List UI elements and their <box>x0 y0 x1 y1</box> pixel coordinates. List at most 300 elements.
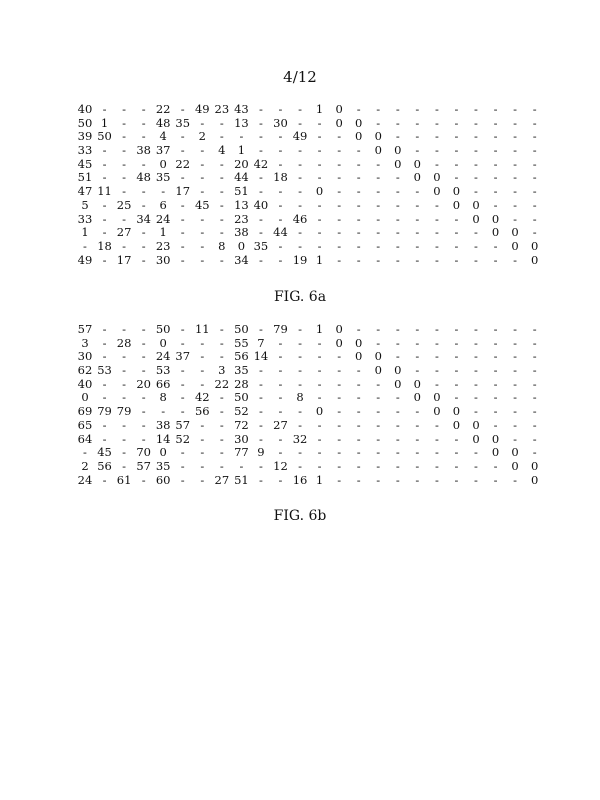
matrix-cell: 50 <box>234 322 249 336</box>
matrix-cell: - <box>513 431 518 446</box>
matrix-cell: - <box>180 225 185 240</box>
matrix-cell: - <box>513 335 518 350</box>
matrix-cell: - <box>454 349 459 364</box>
matrix-cell: 39 <box>77 129 93 144</box>
matrix-cell: 27 <box>116 225 132 240</box>
matrix-cell: 24 <box>155 211 171 226</box>
matrix-cell: - <box>493 102 498 116</box>
matrix-cell: - <box>141 129 146 144</box>
matrix-cell: - <box>317 170 322 185</box>
matrix-cell: - <box>141 156 146 171</box>
matrix-cell: 0 <box>472 211 480 226</box>
matrix-cell: - <box>122 238 127 253</box>
matrix-cell: 14 <box>155 431 171 446</box>
matrix-cell: - <box>532 322 537 336</box>
matrix-cell: - <box>200 156 205 171</box>
matrix-cell: - <box>102 417 107 432</box>
matrix-cell: - <box>532 156 537 171</box>
matrix-cell: 0 <box>159 445 167 460</box>
matrix-cell: - <box>395 431 400 446</box>
matrix-cell: - <box>180 102 185 116</box>
matrix-cell: - <box>376 335 381 350</box>
matrix-cell: - <box>474 238 478 253</box>
matrix-cell: - <box>493 417 498 432</box>
matrix-cell: - <box>141 431 146 446</box>
matrix-cell: - <box>493 156 498 171</box>
matrix-cell: - <box>376 445 381 460</box>
matrix-cell: - <box>298 102 302 116</box>
matrix-cell: 40 <box>253 197 269 212</box>
matrix-cell: - <box>532 102 537 116</box>
matrix-cell: 52 <box>175 431 191 446</box>
matrix-cell: - <box>278 349 283 364</box>
matrix-cell: - <box>141 390 146 405</box>
matrix-cell: - <box>122 184 127 199</box>
matrix-cell: - <box>102 170 107 185</box>
matrix-cell: - <box>454 129 459 144</box>
matrix-cell: 12 <box>273 458 288 473</box>
matrix-cell: - <box>180 252 185 267</box>
matrix-cell: - <box>454 170 459 185</box>
matrix-cell: - <box>200 115 205 130</box>
matrix-cell: 0 <box>355 349 363 364</box>
matrix-cell: - <box>434 349 439 364</box>
matrix-cell: - <box>356 376 361 391</box>
matrix-cell: - <box>434 238 439 253</box>
matrix-cell: 46 <box>292 211 308 226</box>
matrix-cell: 57 <box>77 322 93 336</box>
matrix-cell: - <box>337 170 342 185</box>
matrix-cell: 8 <box>218 238 226 253</box>
matrix-cell: - <box>200 170 205 185</box>
matrix-cell: - <box>454 211 459 226</box>
matrix-cell: - <box>219 417 224 432</box>
matrix-cell: - <box>337 225 342 240</box>
matrix-cell: 50 <box>234 390 249 405</box>
matrix-cell: - <box>200 376 205 391</box>
matrix-cell: - <box>337 472 342 487</box>
matrix-cell: - <box>415 431 420 446</box>
matrix-cell: - <box>532 184 537 199</box>
matrix-cell: - <box>376 376 381 391</box>
matrix-cell: - <box>141 363 146 378</box>
matrix-cell: - <box>415 197 420 212</box>
matrix-cell: - <box>298 363 302 378</box>
matrix-cell: - <box>376 102 381 116</box>
matrix-cell: - <box>513 197 518 212</box>
matrix-cell: - <box>474 102 478 116</box>
matrix-cell: - <box>513 376 518 391</box>
matrix-cell: 0 <box>511 458 519 473</box>
matrix-cell: - <box>493 184 498 199</box>
matrix-cell: 35 <box>155 170 171 185</box>
matrix-cell: - <box>200 445 205 460</box>
matrix-cell: - <box>376 197 381 212</box>
matrix-cell: - <box>415 335 420 350</box>
matrix-cell: - <box>415 363 420 378</box>
matrix-cell: - <box>395 129 400 144</box>
matrix-cell: 14 <box>253 349 269 364</box>
matrix-cell: - <box>239 129 244 144</box>
matrix-cell: - <box>200 211 205 226</box>
matrix-cell: 0 <box>452 417 461 432</box>
matrix-cell: - <box>317 129 322 144</box>
matrix-cell: - <box>219 225 224 240</box>
matrix-cell: - <box>278 143 283 158</box>
matrix-cell: 0 <box>355 335 363 350</box>
matrix-cell: - <box>219 349 224 364</box>
figure-caption-6b: FIG. 6b <box>273 508 327 524</box>
matrix-cell: - <box>356 225 361 240</box>
matrix-cell: 33 <box>77 143 93 158</box>
matrix-cell: 0 <box>433 390 441 405</box>
matrix-cell: 0 <box>335 335 343 350</box>
matrix-cell: 57 <box>175 417 191 432</box>
matrix-cell: - <box>122 349 127 364</box>
matrix-cell: - <box>395 349 400 364</box>
matrix-cell: - <box>298 184 302 199</box>
matrix-cell: 32 <box>292 431 308 446</box>
matrix-cell: - <box>180 363 185 378</box>
matrix-cell: 49 <box>292 129 308 144</box>
matrix-cell: - <box>258 252 263 267</box>
matrix-cell: 38 <box>136 143 151 158</box>
matrix-cell: - <box>278 404 283 419</box>
matrix-cell: - <box>532 170 537 185</box>
matrix-cell: 37 <box>155 143 171 158</box>
matrix-cell: - <box>376 252 381 267</box>
matrix-cell: 1 <box>81 225 89 240</box>
matrix-cell: - <box>258 363 263 378</box>
matrix-cell: - <box>513 184 518 199</box>
matrix-cell: - <box>219 156 224 171</box>
matrix-cell: - <box>180 197 185 212</box>
matrix-cell: - <box>317 376 322 391</box>
matrix-cell: - <box>141 335 146 350</box>
matrix-cell: 28 <box>116 335 132 350</box>
matrix-cell: - <box>141 252 146 267</box>
matrix-cell: 61 <box>116 472 132 487</box>
matrix-cell: 33 <box>77 211 93 226</box>
matrix-cell: 64 <box>77 431 93 446</box>
matrix-cell: 48 <box>136 170 151 185</box>
matrix-cell: - <box>356 170 361 185</box>
matrix-cell: 8 <box>159 390 167 405</box>
matrix-cell: 0 <box>394 156 402 171</box>
matrix-cell: 1 <box>315 322 324 336</box>
matrix-cell: 25 <box>116 197 132 212</box>
matrix-cell: 0 <box>452 184 461 199</box>
matrix-cell: - <box>395 390 400 405</box>
matrix-cell: - <box>122 115 127 130</box>
matrix-cell: 53 <box>97 363 112 378</box>
matrix-cell: 69 <box>77 404 93 419</box>
matrix-cell: - <box>258 129 263 144</box>
matrix-cell: - <box>219 184 224 199</box>
matrix-cell: - <box>474 115 478 130</box>
matrix-cell: 44 <box>234 170 249 185</box>
matrix-cell: 0 <box>530 252 539 267</box>
matrix-cell: 55 <box>234 335 249 350</box>
matrix-cell: - <box>219 404 224 419</box>
matrix-cell: 23 <box>214 102 230 116</box>
matrix-cell: - <box>454 458 459 473</box>
matrix-cell: - <box>532 349 537 364</box>
matrix-cell: - <box>474 335 478 350</box>
matrix-cell: 3 <box>218 363 226 378</box>
matrix-cell: 42 <box>253 156 269 171</box>
matrix-cell: - <box>434 322 439 336</box>
matrix-cell: - <box>239 458 244 473</box>
matrix-cell: 34 <box>234 252 249 267</box>
matrix-cell: - <box>102 390 107 405</box>
matrix-cell: - <box>219 431 224 446</box>
matrix-cell: - <box>513 156 518 171</box>
matrix-cell: - <box>395 102 400 116</box>
matrix-cell: - <box>415 445 420 460</box>
matrix-cell: - <box>180 322 185 336</box>
matrix-cell: - <box>278 184 283 199</box>
matrix-cell: - <box>258 225 263 240</box>
matrix-cell: - <box>395 238 400 253</box>
matrix-cell: - <box>258 417 263 432</box>
matrix-cell: 30 <box>77 349 93 364</box>
matrix-cell: 50 <box>97 129 112 144</box>
matrix-cell: - <box>122 363 127 378</box>
matrix-cell: - <box>532 376 537 391</box>
matrix-cell: 5 <box>81 197 89 212</box>
page-number: 4/12 <box>283 68 317 86</box>
matrix-cell: - <box>278 472 283 487</box>
matrix-cell: - <box>102 211 107 226</box>
matrix-cell: - <box>474 143 478 158</box>
matrix-cell: - <box>337 184 342 199</box>
matrix-cell: - <box>415 252 420 267</box>
matrix-cell: - <box>141 349 146 364</box>
matrix-cell: - <box>219 211 224 226</box>
matrix-cell: - <box>122 390 127 405</box>
matrix-cell: - <box>513 115 518 130</box>
matrix-cell: - <box>474 472 478 487</box>
matrix-cell: 43 <box>234 102 249 116</box>
matrix-cell: 35 <box>175 115 191 130</box>
matrix-cell: - <box>356 252 361 267</box>
matrix-cell: - <box>395 184 400 199</box>
matrix-cell: - <box>337 252 342 267</box>
matrix-cell: 22 <box>214 376 230 391</box>
matrix-cell: - <box>376 115 381 130</box>
matrix-cell: - <box>219 170 224 185</box>
matrix-cell: - <box>141 225 146 240</box>
matrix-cell: 30 <box>155 252 171 267</box>
matrix-cell: - <box>258 390 263 405</box>
matrix-cell: 0 <box>394 143 402 158</box>
matrix-cell: 0 <box>511 445 519 460</box>
matrix-cell: - <box>434 102 439 116</box>
matrix-cell: - <box>141 472 146 487</box>
matrix-cell: 44 <box>273 225 288 240</box>
matrix-cell: - <box>317 115 322 130</box>
matrix-cell: - <box>513 363 518 378</box>
matrix-cell: 56 <box>194 404 210 419</box>
matrix-cell: 24 <box>77 472 93 487</box>
matrix-cell: - <box>337 458 342 473</box>
matrix-cell: - <box>415 322 420 336</box>
matrix-cell: - <box>122 376 127 391</box>
matrix-cell: 1 <box>100 115 109 130</box>
matrix-cell: - <box>395 404 400 419</box>
matrix-cell: - <box>200 225 205 240</box>
matrix-cell: - <box>337 390 342 405</box>
matrix-cell: - <box>102 156 107 171</box>
matrix-cell: - <box>415 472 420 487</box>
matrix-cell: - <box>219 252 224 267</box>
matrix-cell: - <box>180 445 185 460</box>
matrix-cell: - <box>376 225 381 240</box>
matrix-cell: 51 <box>234 184 249 199</box>
matrix-cell: - <box>474 184 478 199</box>
matrix-cell: 79 <box>273 322 288 336</box>
matrix-cell: - <box>298 170 302 185</box>
matrix-cell: - <box>83 445 87 460</box>
matrix-cell: 70 <box>136 445 151 460</box>
matrix-cell: - <box>102 102 107 116</box>
matrix-cell: - <box>474 376 478 391</box>
matrix-cell: 4 <box>218 143 226 158</box>
matrix-cell: - <box>356 445 361 460</box>
matrix-cell: - <box>415 129 420 144</box>
matrix-cell: - <box>141 238 146 253</box>
matrix-cell: 0 <box>472 431 480 446</box>
matrix-cell: 0 <box>511 238 519 253</box>
matrix-cell: 23 <box>155 238 171 253</box>
matrix-cell: - <box>454 390 459 405</box>
matrix-cell: - <box>219 129 224 144</box>
matrix-cell: - <box>532 404 537 419</box>
matrix-cell: - <box>200 349 205 364</box>
matrix-cell: 17 <box>116 252 132 267</box>
matrix-cell: - <box>258 404 263 419</box>
matrix-cell: - <box>376 417 381 432</box>
matrix-cell: 20 <box>136 376 151 391</box>
matrix-cell: - <box>395 211 400 226</box>
matrix-cell: - <box>122 322 127 336</box>
matrix-cell: 53 <box>155 363 171 378</box>
matrix-cell: - <box>376 238 381 253</box>
matrix-cell: - <box>141 197 146 212</box>
matrix-cell: - <box>474 363 478 378</box>
matrix-cell: - <box>493 252 498 267</box>
matrix-cell: 6 <box>159 197 167 212</box>
matrix-cell: - <box>200 363 205 378</box>
matrix-cell: - <box>200 252 205 267</box>
matrix-cell: 0 <box>530 472 539 487</box>
matrix-cell: - <box>141 102 146 116</box>
matrix-cell: - <box>356 390 361 405</box>
matrix-cell: - <box>434 211 439 226</box>
matrix-cell: - <box>434 252 439 267</box>
matrix-cell: - <box>317 225 322 240</box>
matrix-cell: - <box>258 458 263 473</box>
matrix-cell: - <box>454 143 459 158</box>
matrix-cell: 20 <box>234 156 249 171</box>
matrix-cell: - <box>258 376 263 391</box>
matrix-cell: 1 <box>315 252 324 267</box>
matrix-cell: 9 <box>257 445 265 460</box>
matrix-cell: - <box>278 376 283 391</box>
matrix-cell: 0 <box>491 211 500 226</box>
matrix-cell: 57 <box>136 458 151 473</box>
matrix-cell: - <box>454 472 459 487</box>
matrix-cell: - <box>395 472 400 487</box>
matrix-cell: 47 <box>77 184 93 199</box>
matrix-cell: 1 <box>237 143 246 158</box>
matrix-cell: 13 <box>234 197 249 212</box>
matrix-cell: - <box>278 363 283 378</box>
matrix-cell: - <box>180 143 185 158</box>
matrix-cell: 35 <box>234 363 249 378</box>
matrix-cell: 7 <box>257 335 265 350</box>
matrix-cell: - <box>180 472 185 487</box>
matrix-cell: 8 <box>296 390 304 405</box>
matrix-cell: - <box>298 445 302 460</box>
matrix-cell: - <box>337 211 342 226</box>
matrix-cell: - <box>415 143 420 158</box>
matrix-cell: - <box>298 143 302 158</box>
matrix-cell: - <box>317 458 322 473</box>
matrix-cell: - <box>454 335 459 350</box>
matrix-cell: 34 <box>136 211 151 226</box>
matrix-cell: 0 <box>413 390 421 405</box>
matrix-cell: - <box>298 376 302 391</box>
matrix-cell: - <box>395 335 400 350</box>
matrix-cell: - <box>532 197 537 212</box>
matrix-cell: - <box>434 143 439 158</box>
matrix-cell: - <box>298 335 302 350</box>
matrix-cell: - <box>532 335 537 350</box>
matrix-cell: - <box>102 431 107 446</box>
matrix-cell: 0 <box>491 431 500 446</box>
matrix-cell: - <box>278 431 283 446</box>
matrix-cell: 72 <box>234 417 249 432</box>
matrix-cell: - <box>317 431 322 446</box>
matrix-cell: - <box>356 211 361 226</box>
matrix-cell: - <box>434 129 439 144</box>
matrix-cell: - <box>219 322 224 336</box>
matrix-cell: - <box>395 322 400 336</box>
matrix-cell: - <box>278 335 283 350</box>
matrix-cell: 0 <box>159 335 167 350</box>
matrix-cell: 0 <box>413 170 421 185</box>
matrix-cell: 48 <box>155 115 171 130</box>
matrix-cell: - <box>395 252 400 267</box>
matrix-cell: - <box>493 129 498 144</box>
matrix-cell: - <box>278 445 283 460</box>
matrix-cell: - <box>219 458 224 473</box>
matrix-cell: - <box>317 197 322 212</box>
matrix-cell: - <box>337 238 342 253</box>
matrix-cell: - <box>395 197 400 212</box>
matrix-cell: 22 <box>155 102 171 116</box>
matrix-cell: - <box>474 458 478 473</box>
matrix-cell: 56 <box>234 349 249 364</box>
matrix-cell: - <box>141 322 146 336</box>
matrix-cell: 1 <box>315 102 324 116</box>
matrix-cell: 0 <box>413 156 421 171</box>
matrix-cell: 0 <box>335 115 343 130</box>
matrix-cell: - <box>102 252 107 267</box>
matrix-cell: - <box>298 115 302 130</box>
